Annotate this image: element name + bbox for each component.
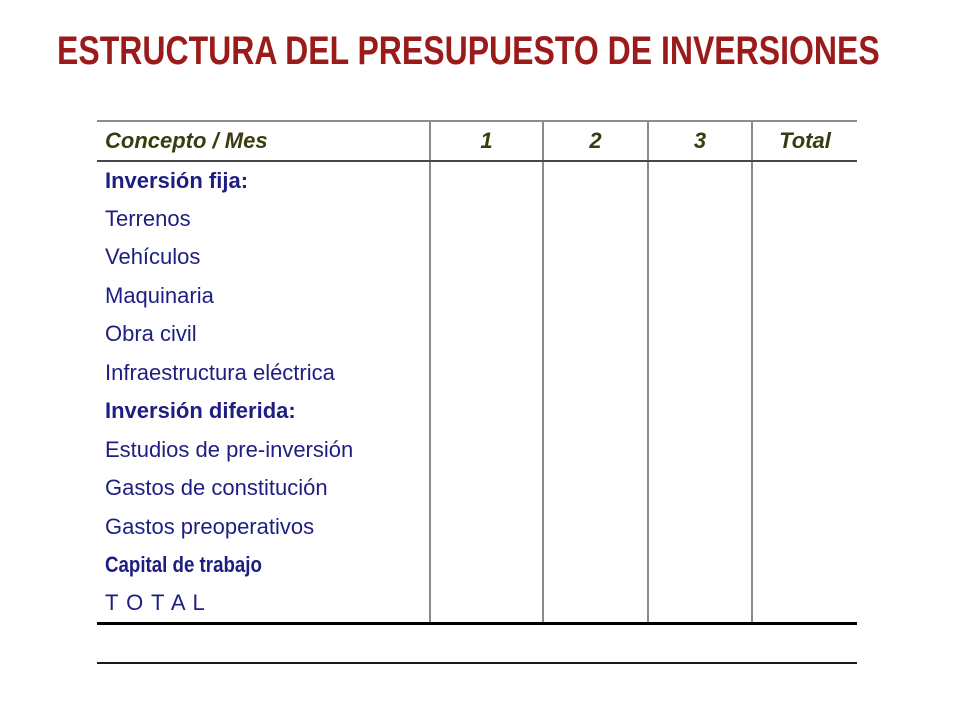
table-row-maquinaria [97, 277, 857, 316]
cell [430, 238, 543, 277]
cell [648, 315, 752, 354]
cell [430, 354, 543, 393]
table-row-infraestructura-electrica [97, 354, 857, 393]
cell [648, 392, 752, 431]
cell [648, 200, 752, 239]
table-row-gastos-constitucion [97, 469, 857, 508]
cell [752, 200, 857, 239]
cell [752, 546, 857, 585]
cell [648, 469, 752, 508]
column-header-month-3: 3 [648, 121, 752, 161]
cell [648, 585, 752, 624]
cell [430, 585, 543, 624]
cell [648, 546, 752, 585]
page-title: ESTRUCTURA DEL PRESUPUESTO DE INVERSIONES [57, 29, 880, 73]
row-label-text: Capital de trabajo [105, 552, 262, 578]
cell [430, 200, 543, 239]
cell [752, 238, 857, 277]
column-header-total: Total [752, 121, 857, 161]
cell [648, 277, 752, 316]
cell [752, 315, 857, 354]
cell [430, 277, 543, 316]
table-row-total [97, 585, 857, 624]
cell [430, 546, 543, 585]
cell [752, 161, 857, 200]
cell [752, 392, 857, 431]
row-label: Vehículos [105, 244, 201, 270]
row-label: Gastos de constitución [105, 475, 328, 501]
row-label [97, 546, 430, 585]
row-label: Gastos preoperativos [105, 513, 315, 539]
cell [752, 585, 857, 624]
cell [752, 508, 857, 547]
cell [543, 508, 648, 547]
row-label: Inversión diferida: [105, 398, 296, 424]
cell [648, 161, 752, 200]
cell [543, 200, 648, 239]
cell [752, 469, 857, 508]
row-label: Inversión fija: [105, 167, 249, 193]
footer-divider-line [97, 662, 857, 664]
table-row-gastos-preoperativos [97, 508, 857, 547]
row-label: Terrenos [105, 205, 191, 231]
investment-budget-table [97, 120, 857, 625]
cell [543, 392, 648, 431]
cell [430, 161, 543, 200]
table-row-inversion-diferida [97, 392, 857, 431]
table-row-capital-de-trabajo [97, 546, 857, 585]
row-label: Infraestructura eléctrica [105, 359, 335, 385]
column-header-month-1: 1 [430, 121, 543, 161]
cell [752, 354, 857, 393]
table-header-row [97, 121, 857, 161]
cell [648, 238, 752, 277]
row-label: Maquinaria [105, 282, 214, 308]
cell [543, 585, 648, 624]
row-label: Obra civil [105, 321, 197, 347]
cell [430, 431, 543, 470]
cell [543, 277, 648, 316]
column-header-month-2: 2 [543, 121, 648, 161]
cell [430, 392, 543, 431]
cell [543, 315, 648, 354]
cell [430, 508, 543, 547]
cell [752, 277, 857, 316]
cell [543, 354, 648, 393]
table-row-estudios-pre-inversion [97, 431, 857, 470]
cell [648, 431, 752, 470]
cell [430, 469, 543, 508]
cell [648, 354, 752, 393]
cell [543, 238, 648, 277]
cell [543, 546, 648, 585]
table-row-terrenos [97, 200, 857, 239]
cell [752, 431, 857, 470]
table-row-vehiculos [97, 238, 857, 277]
table-row-obra-civil [97, 315, 857, 354]
cell [648, 508, 752, 547]
table-row-inversion-fija [97, 161, 857, 200]
column-header-concepto-mes: Concepto / Mes [97, 121, 430, 161]
cell [543, 161, 648, 200]
row-label: T O T A L [105, 590, 206, 615]
cell [543, 431, 648, 470]
cell [430, 315, 543, 354]
cell [543, 469, 648, 508]
row-label: Estudios de pre-inversión [105, 436, 354, 462]
